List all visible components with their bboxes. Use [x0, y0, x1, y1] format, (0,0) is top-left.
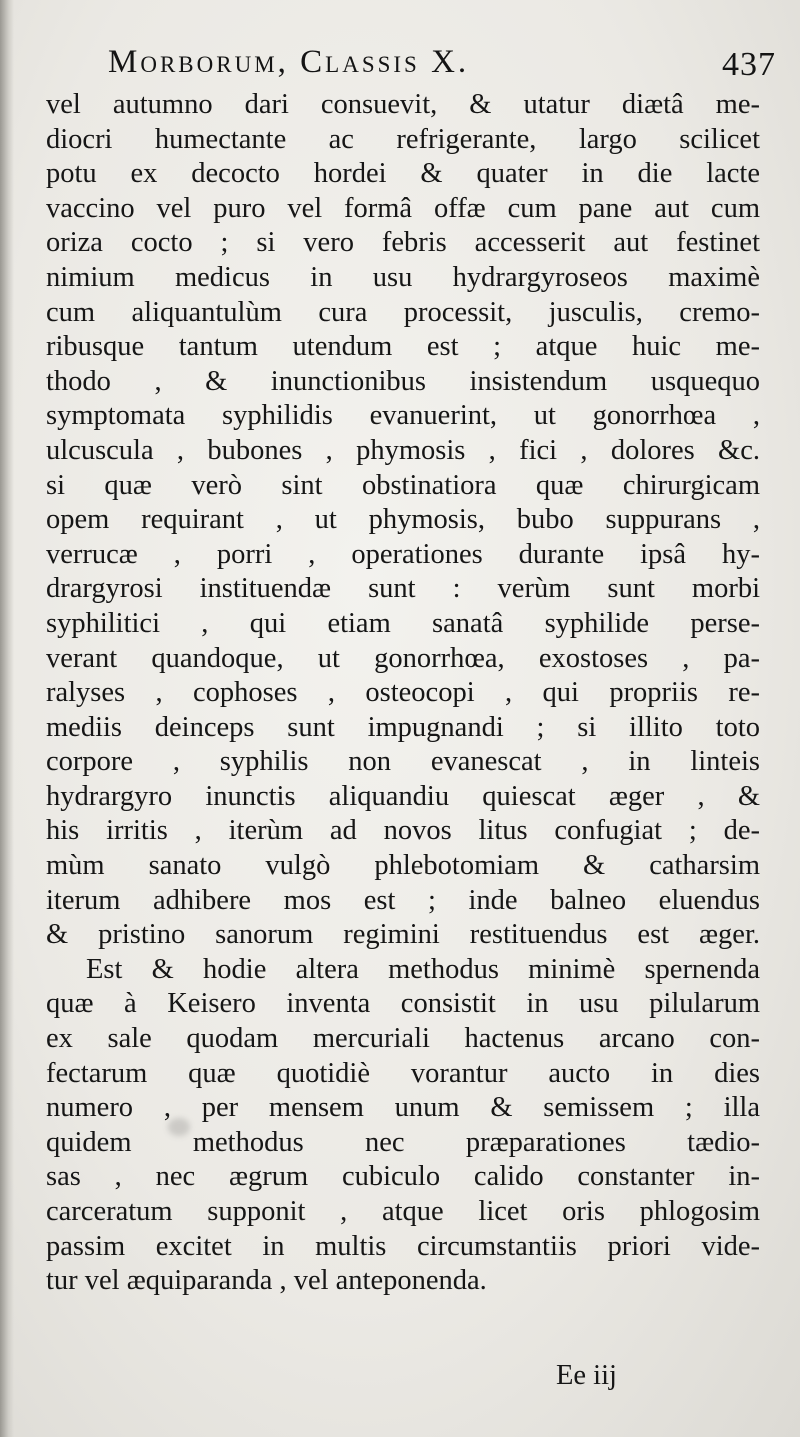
text-line: thodo , & inunctionibus insistendum usquequo [46, 365, 760, 397]
text-line: quæ à Keisero inventa consistit in usu pilularum [46, 988, 760, 1020]
text-line: mùm sanato vulgò phlebotomiam & catharsim [46, 850, 760, 882]
text-line: vel autumno dari consuevit, & utatur diætâ me- [46, 89, 760, 120]
paragraph-1 [46, 88, 760, 953]
text-line: numero , per mensem unum & semissem ; illa [46, 1092, 760, 1124]
text-line: vaccino vel puro vel formâ offæ cum pane aut cum [46, 192, 760, 224]
text-line: passim excitet in multis circumstantiis priori vide- [46, 1230, 760, 1262]
text-line: Est & hodie altera methodus minimè spernenda [86, 953, 760, 985]
text-line: mediis deinceps sunt impugnandi ; si illito toto [46, 711, 760, 743]
text-line: si quæ verò sint obstinatiora quæ chirurgicam [46, 469, 760, 501]
text-line: his irritis , iterùm ad novos litus confugiat ; de- [46, 815, 760, 847]
text-line: corpore , syphilis non evanescat , in linteis [46, 746, 760, 778]
text-line: hydrargyro inunctis aliquandiu quiescat æger , & [46, 780, 760, 812]
text-line: nimium medicus in usu hydrargyroseos maximè [46, 261, 760, 293]
text-line: quidem methodus nec præparationes tædio- [46, 1126, 760, 1158]
text-line: & pristino sanorum regimini restituendus est æger. [46, 919, 760, 951]
text-line: verant quandoque, ut gonorrhœa, exostoses , pa- [46, 642, 760, 674]
running-title: Morborum, Classis X. [108, 44, 470, 80]
text-line: ex sale quodam mercuriali hactenus arcano con- [46, 1023, 760, 1055]
text-line: drargyrosi instituendæ sunt : verùm sunt morbi [46, 573, 760, 605]
catchword-signature: Ee iij [556, 1360, 617, 1391]
text-line: diocri humectante ac refrigerante, largo scilicet [46, 123, 760, 155]
text-line: tur vel æquiparanda , vel anteponenda. [46, 1265, 487, 1297]
text-line: verrucæ , porri , operationes durante ipsâ hy- [46, 538, 760, 570]
text-line: symptomata syphilidis evanuerint, ut gonorrhœa , [46, 400, 760, 432]
text-line: cum aliquantulùm cura processit, jusculis, cremo- [46, 296, 760, 328]
paragraph-2 [46, 953, 760, 1299]
text-line: potu ex decocto hordei & quater in die lacte [46, 158, 760, 190]
text-line: fectarum quæ quotidiè vorantur aucto in dies [46, 1057, 760, 1089]
text-line: ribusque tantum utendum est ; atque huic me- [46, 331, 760, 363]
text-line: oriza cocto ; si vero febris accesserit aut festinet [46, 227, 760, 259]
page-header [108, 40, 776, 90]
body-text [46, 88, 760, 1299]
text-line: syphilitici , qui etiam sanatâ syphilide perse- [46, 607, 760, 639]
text-line: sas , nec ægrum cubiculo calido constanter in- [46, 1161, 760, 1193]
text-line: iterum adhibere mos est ; inde balneo eluendus [46, 884, 760, 916]
text-line: opem requirant , ut phymosis, bubo suppurans , [46, 504, 760, 536]
page-number: 437 [722, 46, 776, 83]
text-line: ralyses , cophoses , osteocopi , qui propriis re- [46, 677, 760, 709]
text-line: carceratum supponit , atque licet oris phlogosim [46, 1196, 760, 1227]
text-line: ulcuscula , bubones , phymosis , fici , dolores &c. [46, 434, 760, 466]
